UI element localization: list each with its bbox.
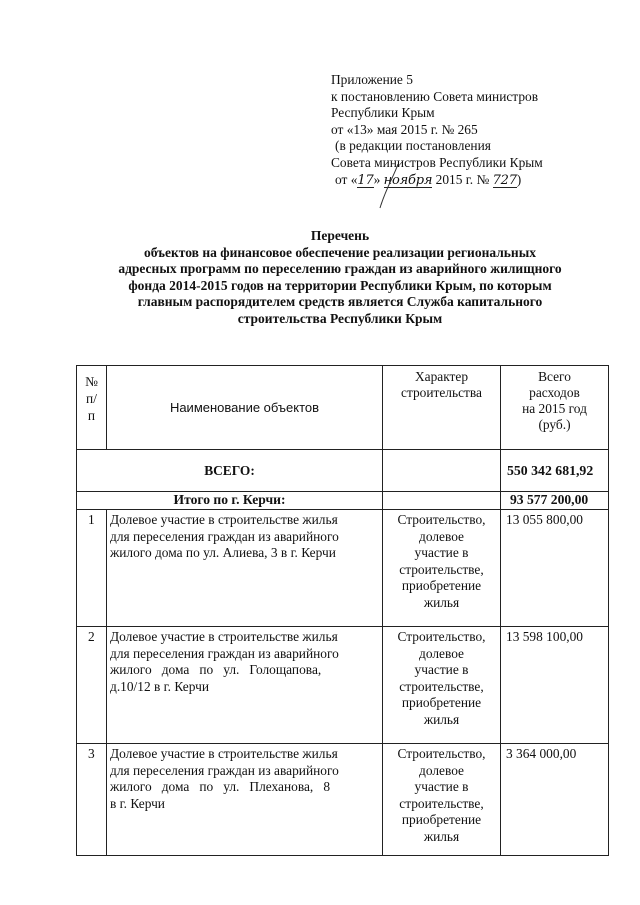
row-name-line: Долевое участие в строительстве жилья [110,629,338,644]
header-number-line-1: № [85,374,98,389]
header-sum-line-4: (руб.) [538,417,571,432]
kerch-type-empty [383,492,501,510]
row-name-line: для переселения граждан из аварийного [110,762,339,778]
row-number: 1 [77,510,107,627]
row-type-line: строительстве, [399,795,484,811]
handwritten-number: 727 [492,172,517,188]
header-sum-line-2: расходов [529,385,580,400]
title-line-4: фонда 2014-2015 годов на территории Республики Крым, по которым [128,277,552,293]
row-object-name [107,510,383,627]
row-type-line: жилья [423,711,460,727]
row-sum: 13 598 100,00 [501,627,609,744]
total-type-empty [383,450,501,492]
title-line-2: объектов на финансовое обеспечение реализации региональных [143,244,536,260]
appendix-line-7-year: 2015 г. № [432,171,493,187]
row-object-name [107,627,383,744]
table-row [77,627,609,744]
row-number: 2 [77,627,107,744]
signature-stroke [372,162,412,212]
header-construction-type [383,366,501,450]
row-sum: 3 364 000,00 [501,744,609,856]
row-type-line: участие в [414,662,469,678]
document-title [60,228,620,327]
kerch-subtotal-row [77,492,609,510]
row-name-line: в г. Керчи [110,795,165,811]
row-type-line: приобретение [401,695,482,711]
row-name-line: жилого дома по ул. Алиева, 3 в г. Керчи [110,545,336,561]
title-line-5: главным распорядителем средств является Служба капитального [137,294,543,309]
objects-table [76,365,609,856]
row-name-line: Долевое участие в строительстве жилья [110,512,338,527]
row-name-line: для переселения граждан из аварийного [110,645,339,661]
row-construction-type [383,510,501,627]
kerch-subtotal-sum: 93 577 200,00 [501,492,609,510]
total-row [77,450,609,492]
row-type-line: долевое [419,528,464,544]
row-type-line: Строительство, [397,629,486,644]
title-line-3: адресных программ по переселению граждан из аварийного жилищного [118,261,562,276]
header-number-line-3: п [87,408,96,423]
total-sum: 550 342 681,92 [501,450,609,492]
row-construction-type [383,627,501,744]
appendix-line-6: Совета министров Республики Крым [331,154,543,170]
row-name-line: д.10/12 в г. Керчи [110,678,209,694]
handwritten-day: 17 [357,172,374,188]
header-type-line-1: Характер [414,369,469,384]
row-type-line: участие в [414,779,469,795]
appendix-line-5: (в редакции постановления [335,138,491,154]
row-sum: 13 055 800,00 [501,510,609,627]
appendix-line-7-prefix: от « [335,171,358,187]
row-type-line: Строительство, [397,512,486,527]
table-row [77,744,609,856]
header-total-expenses [501,366,609,450]
row-type-line: Строительство, [397,746,486,761]
row-type-line: строительстве, [399,561,484,577]
header-number [77,366,107,450]
row-type-line: жилья [423,828,460,844]
header-number-line-2: п/ [86,391,97,406]
row-name-line: жилого дома по ул. Плеханова, 8 [110,779,331,795]
row-type-line: жилья [423,594,460,610]
kerch-subtotal-label: Итого по г. Керчи: [77,492,383,510]
appendix-line-7-suffix: ) [516,171,522,187]
header-sum-line-1: Всего [538,369,571,384]
row-type-line: долевое [419,645,464,661]
row-type-line: строительстве, [399,678,484,694]
table-header-row [77,366,609,450]
row-name-line: Долевое участие в строительстве жилья [110,746,338,761]
total-label: ВСЕГО: [77,450,383,492]
header-type-line-2: строительства [401,385,482,400]
title-line-6: строительства Республики Крым [237,310,443,326]
row-construction-type [383,744,501,856]
appendix-line-4: от «13» мая 2015 г. № 265 [331,121,478,137]
title-line-1: Перечень [310,228,370,243]
appendix-line-3: Республики Крым [331,105,435,121]
row-number: 3 [77,744,107,856]
appendix-line-7-mid: » [373,171,384,187]
table-row [77,510,609,627]
header-object-name: Наименование объектов [107,366,383,450]
header-sum-line-3: на 2015 год [522,401,587,416]
row-type-line: долевое [419,762,464,778]
appendix-line-2: к постановлению Совета министров [331,88,539,104]
appendix-line-1: Приложение 5 [331,72,413,87]
row-type-line: участие в [414,545,469,561]
row-type-line: приобретение [401,578,482,594]
handwritten-month: ноября [383,172,433,188]
row-name-line: для переселения граждан из аварийного [110,528,339,544]
row-name-line: жилого дома по ул. Голощапова, [110,662,322,678]
row-type-line: приобретение [401,812,482,828]
row-object-name [107,744,383,856]
